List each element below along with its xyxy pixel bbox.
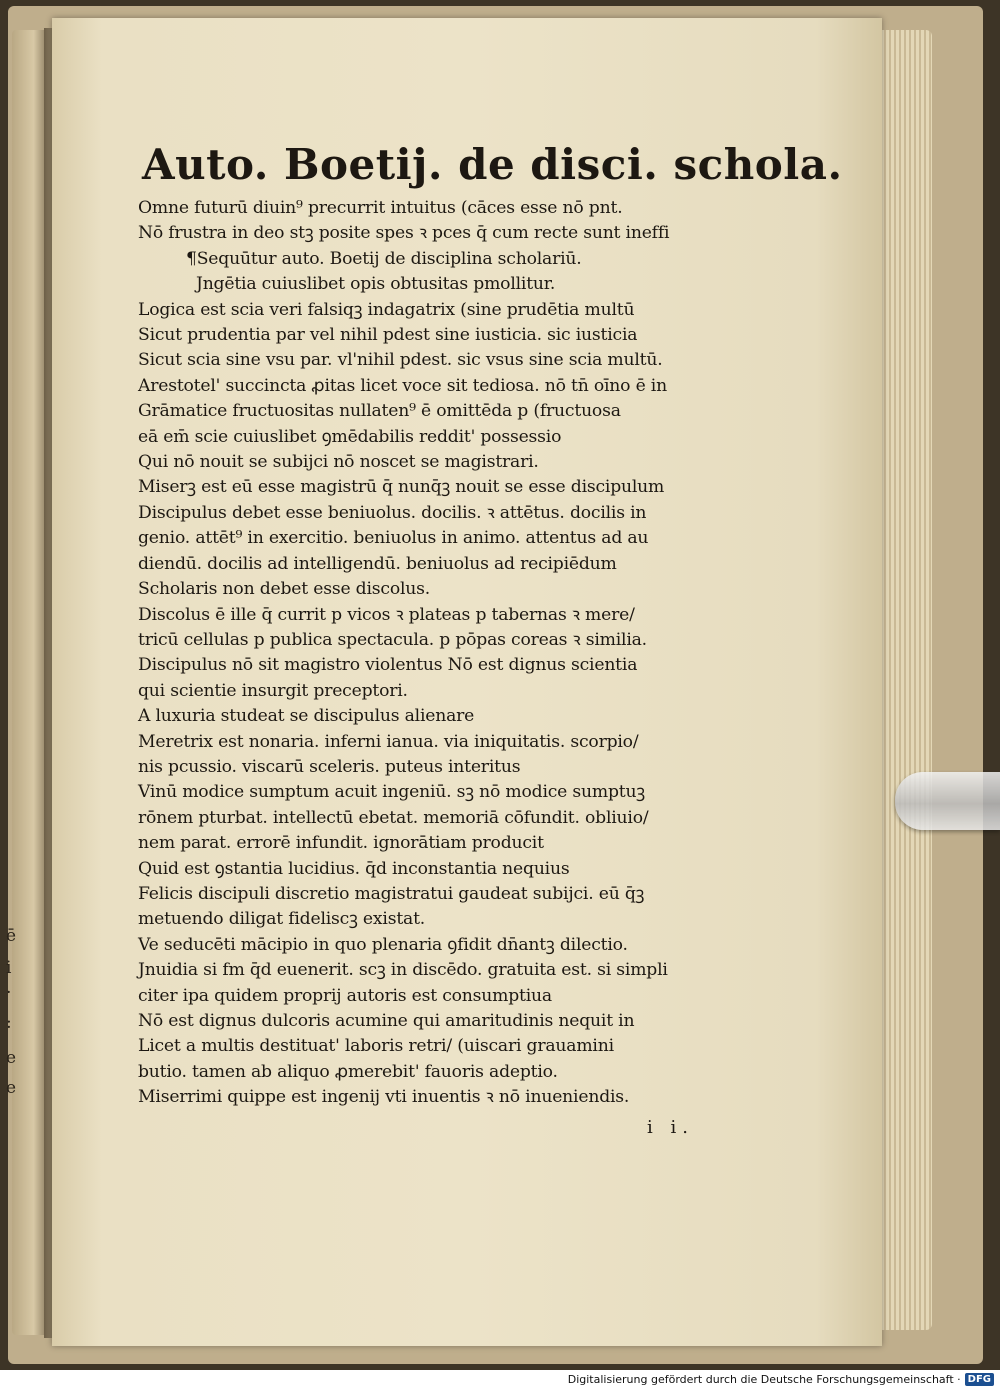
text-line: metuendo diligat fideliscꝫ existat. (138, 909, 426, 930)
margin-mark: i (6, 958, 12, 978)
text-line: diendū. docilis ad intelligendū. beniuolus ad recipiēdum (138, 553, 617, 574)
text-line: Arestotel' succincta ꝓitas licet voce sit tediosa. nō tn̄ oīno ē in (138, 375, 667, 396)
page-fore-edge (876, 30, 932, 1330)
margin-mark: · (6, 983, 12, 1003)
text-line: Felicis discipuli discretio magistratui gaudeat subijci. eū q̄ꝫ (138, 883, 645, 904)
text-line: A luxuria studeat se discipulus alienare (138, 706, 475, 727)
page-clip (895, 772, 1000, 830)
text-line: Licet a multis destituat' laboris retri/ (uiscari grauamini (138, 1036, 614, 1057)
text-line: Nō frustra in deo stꝫ posite spes ꝛ pces q̄ cum recte sunt ineffi (138, 223, 670, 244)
margin-mark: ē (6, 926, 17, 946)
text-line: Discolus ē ille q̄ currit p vicos ꝛ plateas p tabernas ꝛ mere/ (138, 604, 635, 625)
margin-mark: e (6, 1048, 17, 1068)
text-line: genio. attēt⁹ in exercitio. beniuolus in animo. attentus ad au (138, 528, 649, 549)
text-line: Meretrix est nonaria. inferni ianua. via iniquitatis. scorpio/ (138, 731, 639, 752)
text-line: Qui nō nouit se subijci nō noscet se magistrari. (138, 452, 539, 473)
text-line: citer ipa quidem proprij autoris est consumptiua (138, 985, 552, 1006)
credit-text: Digitalisierung gefördert durch die Deutsche Forschungsgemeinschaft · (567, 1372, 961, 1386)
text-line: Vinū modice sumptum acuit ingeniū. sꝫ nō modice sumptuꝫ (138, 782, 645, 803)
dfg-logo-icon: DFG (965, 1373, 994, 1386)
text-line: Jngētia cuiuslibet opis obtusitas pmollitur. (196, 274, 556, 295)
text-line: rōnem pturbat. intellectū ebetat. memoriā cōfundit. obliuio/ (138, 807, 649, 828)
margin-mark: : (6, 1013, 12, 1033)
text-line: Miserꝫ est eū esse magistrū q̄ nunq̄ꝫ nouit se esse discipulum (138, 477, 665, 498)
text-line: Sicut prudentia par vel nihil pdest sine iusticia. sic iusticia (138, 325, 638, 346)
text-line-heading: ¶Sequūtur auto. Boetij de disciplina scholariū. (186, 248, 582, 269)
text-line: Sicut scia sine vsu par. vl'nihil pdest. sic vsus sine scia multū. (138, 350, 663, 371)
text-line: nem parat. errorē infundit. ignorātiam producit (138, 833, 544, 854)
digitization-credit (568, 1371, 994, 1387)
text-line: Jnuidia si fm q̄d euenerit. scꝫ in discēdo. gratuita est. si simpli (138, 960, 668, 981)
left-page-edge (12, 30, 48, 1335)
text-line: qui scientie insurgit preceptori. (138, 680, 408, 701)
text-line: Quid est ꝯstantia lucidius. q̄d inconstantia nequius (138, 858, 570, 879)
text-line: Omne futurū diuin⁹ precurrit intuitus (cāces esse nō pnt. (138, 198, 623, 218)
text-line: Grāmatice fructuositas nullaten⁹ ē omittēda p (fructuosa (138, 401, 621, 422)
signature-mark: i i. (647, 1117, 694, 1138)
page-text-block (138, 138, 843, 1111)
text-line: eā em̄ scie cuiuslibet ꝯmēdabilis reddit' possessio (138, 426, 562, 447)
text-line: Nō est dignus dulcoris acumine qui amaritudinis nequit in (138, 1011, 635, 1031)
text-line: Discipulus debet esse beniuolus. docilis. ꝛ attētus. docilis in (138, 502, 647, 523)
text-line: butio. tamen ab aliquo ꝓmerebit' fauoris adeptio. (138, 1061, 558, 1082)
text-line: Scholaris non debet esse discolus. (138, 579, 431, 600)
margin-mark: e (6, 1078, 17, 1098)
text-line: Discipulus nō sit magistro violentus Nō est dignus scientia (138, 655, 638, 676)
text-line: tricū cellulas p publica spectacula. p pōpas coreas ꝛ similia. (138, 629, 647, 650)
text-line: Ve seducēti mācipio in quo plenaria ꝯfidit dn̄antꝫ dilectio. (138, 934, 628, 955)
page-title: Auto. Boetij. de disci. schola. (142, 140, 843, 189)
text-line: Miserrimi quippe est ingenij vti inuentis ꝛ nō inueniendis. (138, 1087, 630, 1108)
text-line: nis pcussio. viscarū sceleris. puteus interitus (138, 756, 521, 777)
text-line: Logica est scia veri falsiqꝫ indagatrix (sine prudētia multū (138, 299, 635, 320)
